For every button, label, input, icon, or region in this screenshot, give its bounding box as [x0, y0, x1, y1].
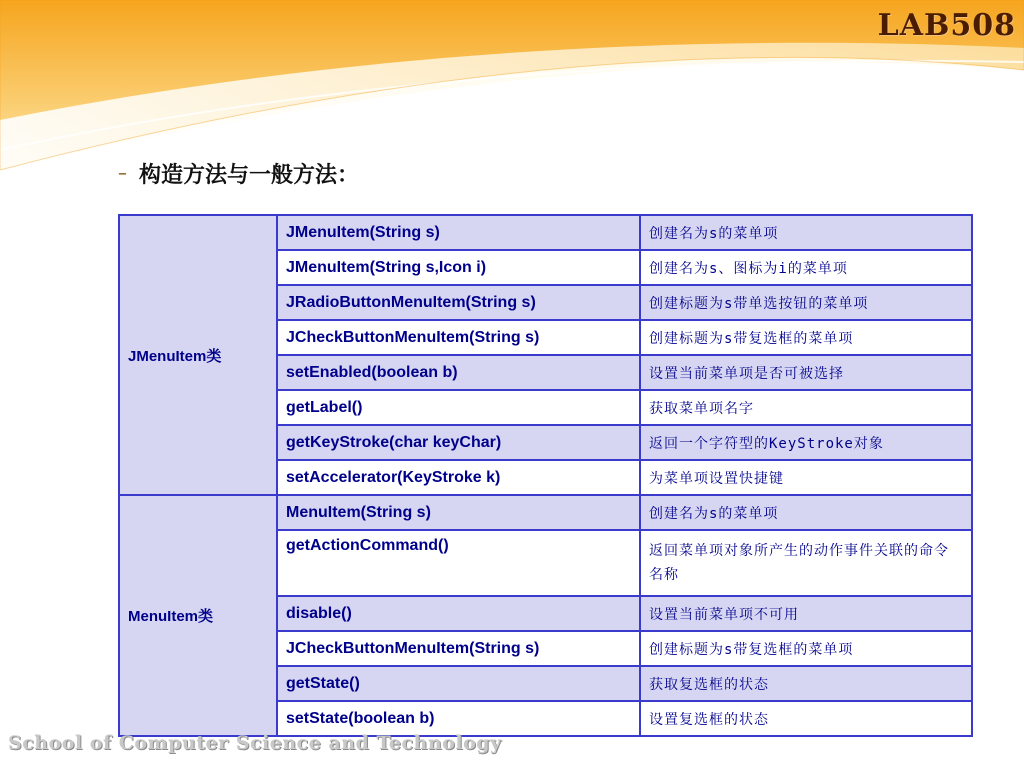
method-cell: setAccelerator(KeyStroke k): [277, 460, 640, 495]
method-cell: setEnabled(boolean b): [277, 355, 640, 390]
method-cell: MenuItem(String s): [277, 495, 640, 530]
table-row: [119, 215, 972, 250]
method-cell: JCheckButtonMenuItem(String s): [277, 631, 640, 666]
method-cell: getActionCommand(): [277, 530, 640, 596]
footer-school-name: School of Computer Science and Technology: [8, 732, 502, 754]
group-cell-jmenuitem: JMenuItem类: [119, 215, 277, 495]
method-cell: JMenuItem(String s,Icon i): [277, 250, 640, 285]
description-cell: 为菜单项设置快捷键: [640, 460, 972, 495]
group-cell-menuitem: MenuItem类: [119, 495, 277, 736]
description-cell: 设置复选框的状态: [640, 701, 972, 736]
method-cell: getState(): [277, 666, 640, 701]
description-cell: 创建标题为s带复选框的菜单项: [640, 631, 972, 666]
description-cell: 返回一个字符型的KeyStroke对象: [640, 425, 972, 460]
description-cell: 创建名为s的菜单项: [640, 495, 972, 530]
method-cell: JMenuItem(String s): [277, 215, 640, 250]
method-cell: getKeyStroke(char keyChar): [277, 425, 640, 460]
description-cell: 返回菜单项对象所产生的动作事件关联的命令名称: [640, 530, 972, 596]
method-cell: JRadioButtonMenuItem(String s): [277, 285, 640, 320]
description-cell: 获取复选框的状态: [640, 666, 972, 701]
heading-text: 构造方法与一般方法：: [139, 163, 360, 188]
method-cell: setState(boolean b): [277, 701, 640, 736]
section-heading: [118, 158, 359, 189]
description-cell: 设置当前菜单项是否可被选择: [640, 355, 972, 390]
description-cell: 设置当前菜单项不可用: [640, 596, 972, 631]
methods-table: [118, 214, 973, 737]
bullet-dash-icon: –: [118, 163, 127, 184]
table-row: [119, 495, 972, 530]
method-cell: JCheckButtonMenuItem(String s): [277, 320, 640, 355]
brand-logo: LAB508: [877, 8, 1016, 43]
method-cell: getLabel(): [277, 390, 640, 425]
description-cell: 创建名为s、图标为i的菜单项: [640, 250, 972, 285]
description-cell: 创建标题为s带复选框的菜单项: [640, 320, 972, 355]
description-cell: 创建标题为s带单选按钮的菜单项: [640, 285, 972, 320]
description-cell: 创建名为s的菜单项: [640, 215, 972, 250]
method-cell: disable(): [277, 596, 640, 631]
description-cell: 获取菜单项名字: [640, 390, 972, 425]
